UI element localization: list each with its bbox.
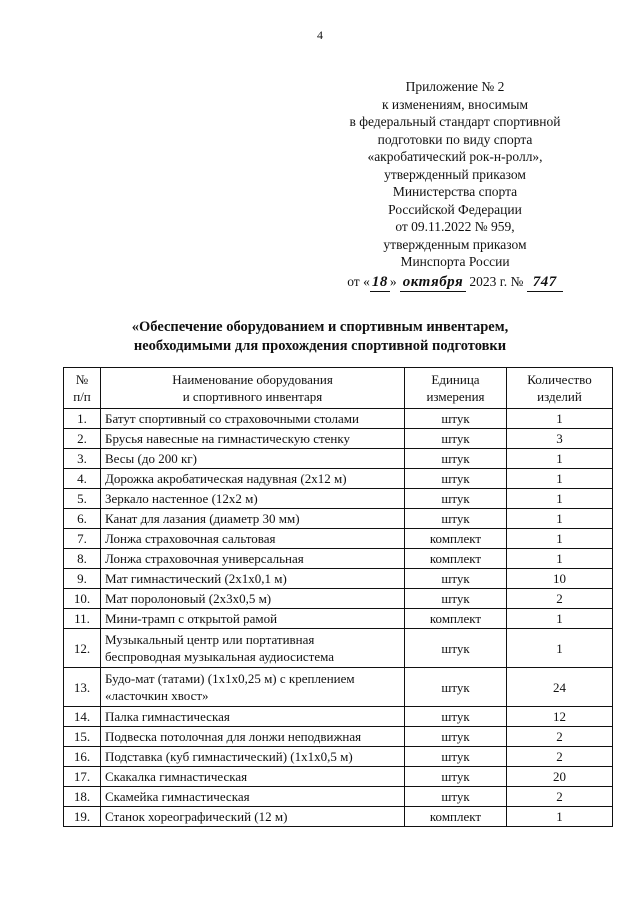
row-item-name-line: Музыкальный центр или портативная (105, 632, 315, 647)
table-row (64, 489, 613, 509)
row-item-name: Станок хореографический (12 м) (101, 807, 405, 827)
row-quantity: 24 (507, 668, 613, 707)
row-number: 1. (64, 409, 101, 429)
appendix-line: Минспорта России (400, 254, 510, 269)
equipment-table (63, 367, 613, 827)
table-row (64, 589, 613, 609)
row-quantity: 1 (507, 489, 613, 509)
row-item-name: Подвеска потолочная для лонжи неподвижная (101, 727, 405, 747)
row-item-name: Мини-трамп с открытой рамой (101, 609, 405, 629)
row-unit: штук (405, 767, 507, 787)
row-unit: комплект (405, 807, 507, 827)
table-row (64, 469, 613, 489)
row-quantity: 2 (507, 589, 613, 609)
row-quantity: 3 (507, 429, 613, 449)
table-row (64, 747, 613, 767)
table-row (64, 409, 613, 429)
header-num: № п/п (64, 368, 101, 409)
row-number: 6. (64, 509, 101, 529)
row-unit: комплект (405, 549, 507, 569)
table-row (64, 609, 613, 629)
row-item-name: Скакалка гимнастическая (101, 767, 405, 787)
table-row (64, 787, 613, 807)
row-unit: комплект (405, 529, 507, 549)
row-number: 5. (64, 489, 101, 509)
table-header-row (64, 368, 613, 409)
row-item-name: Дорожка акробатическая надувная (2х12 м) (101, 469, 405, 489)
row-unit: штук (405, 409, 507, 429)
row-number: 4. (64, 469, 101, 489)
handwritten-month: октября (400, 274, 466, 293)
title-line-2: необходимыми для прохождения спортивной подготовки (133, 338, 507, 354)
table-row (64, 707, 613, 727)
row-item-name: Канат для лазания (диаметр 30 мм) (101, 509, 405, 529)
appendix-line: в федеральный стандарт спортивной (349, 114, 561, 129)
row-item-name-line: Будо-мат (татами) (1х1х0,25 м) с креплением (105, 671, 355, 686)
row-quantity: 12 (507, 707, 613, 727)
row-quantity: 10 (507, 569, 613, 589)
row-unit: штук (405, 569, 507, 589)
row-unit: штук (405, 449, 507, 469)
row-item-name: Брусья навесные на гимнастическую стенку (101, 429, 405, 449)
row-quantity: 1 (507, 807, 613, 827)
row-item-name-line: «ласточкин хвост» (105, 688, 209, 703)
appendix-line: Российской Федерации (388, 201, 522, 217)
row-quantity: 1 (507, 529, 613, 549)
appendix-line: Приложение № 2 (405, 79, 505, 94)
appendix-header (330, 78, 580, 292)
row-quantity: 1 (507, 549, 613, 569)
row-unit: штук (405, 429, 507, 449)
row-unit: штук (405, 469, 507, 489)
row-item-name: Лонжа страховочная универсальная (101, 549, 405, 569)
document-title (0, 318, 640, 356)
row-item-name: Батут спортивный со страховочными столами (101, 409, 405, 429)
row-unit: комплект (405, 609, 507, 629)
row-unit: штук (405, 668, 507, 707)
row-item-name: Мат гимнастический (2х1х0,1 м) (101, 569, 405, 589)
row-number: 12. (64, 629, 101, 668)
table-row (64, 727, 613, 747)
row-unit: штук (405, 787, 507, 807)
date-prefix: от « (347, 273, 370, 289)
page-number: 4 (317, 28, 323, 42)
date-quote-close: » (389, 273, 397, 289)
table-row (64, 529, 613, 549)
row-unit: штук (405, 629, 507, 668)
row-item-name (101, 668, 405, 707)
row-number: 17. (64, 767, 101, 787)
appendix-line: утвержденный приказом (384, 166, 526, 182)
row-item-name: Зеркало настенное (12х2 м) (101, 489, 405, 509)
row-quantity: 2 (507, 747, 613, 767)
table-row (64, 509, 613, 529)
row-number: 7. (64, 529, 101, 549)
header-name: Наименование оборудования и спортивного инвентаря (101, 368, 405, 409)
table-row (64, 449, 613, 469)
table-row (64, 429, 613, 449)
row-unit: штук (405, 727, 507, 747)
appendix-line: к изменениям, вносимым (381, 96, 529, 112)
row-quantity: 1 (507, 449, 613, 469)
row-quantity: 2 (507, 787, 613, 807)
appendix-line: Министерства спорта (392, 184, 518, 199)
row-number: 8. (64, 549, 101, 569)
row-item-name-line: беспроводная музыкальная аудиосистема (105, 649, 335, 664)
header-qty: Количество изделий (507, 368, 613, 409)
row-quantity: 2 (507, 727, 613, 747)
appendix-line: от 09.11.2022 № 959, (395, 219, 515, 234)
row-number: 9. (64, 569, 101, 589)
row-item-name: Скамейка гимнастическая (101, 787, 405, 807)
row-number: 11. (64, 609, 101, 629)
date-year: 2023 г. № (469, 273, 524, 289)
appendix-line: подготовки по виду спорта (377, 131, 533, 147)
row-item-name: Подставка (куб гимнастический) (1х1х0,5 м) (101, 747, 405, 767)
table-row (64, 767, 613, 787)
appendix-line: «акробатический рок-н-ролл», (367, 149, 543, 164)
row-unit: штук (405, 747, 507, 767)
row-item-name: Палка гимнастическая (101, 707, 405, 727)
table-row (64, 549, 613, 569)
row-unit: штук (405, 509, 507, 529)
row-number: 18. (64, 787, 101, 807)
handwritten-order-number: 747 (527, 274, 563, 293)
row-number: 16. (64, 747, 101, 767)
row-quantity: 1 (507, 629, 613, 668)
row-item-name: Лонжа страховочная сальтовая (101, 529, 405, 549)
table-row (64, 807, 613, 827)
row-number: 14. (64, 707, 101, 727)
header-unit: Единица измерения (405, 368, 507, 409)
row-item-name (101, 629, 405, 668)
order-date-line (330, 273, 580, 293)
table-row (64, 668, 613, 707)
row-quantity: 1 (507, 509, 613, 529)
row-unit: штук (405, 707, 507, 727)
row-number: 13. (64, 668, 101, 707)
row-unit: штук (405, 489, 507, 509)
appendix-line: утвержденным приказом (383, 236, 527, 252)
table-row (64, 569, 613, 589)
row-number: 3. (64, 449, 101, 469)
title-line-1: «Обеспечение оборудованием и спортивным инвентарем, (131, 319, 509, 335)
row-unit: штук (405, 589, 507, 609)
row-quantity: 1 (507, 469, 613, 489)
row-number: 19. (64, 807, 101, 827)
row-number: 10. (64, 589, 101, 609)
row-quantity: 20 (507, 767, 613, 787)
table-row (64, 629, 613, 668)
row-quantity: 1 (507, 409, 613, 429)
row-number: 15. (64, 727, 101, 747)
row-item-name: Весы (до 200 кг) (101, 449, 405, 469)
row-quantity: 1 (507, 609, 613, 629)
row-item-name: Мат поролоновый (2х3х0,5 м) (101, 589, 405, 609)
row-number: 2. (64, 429, 101, 449)
handwritten-day: 18 (370, 274, 390, 293)
